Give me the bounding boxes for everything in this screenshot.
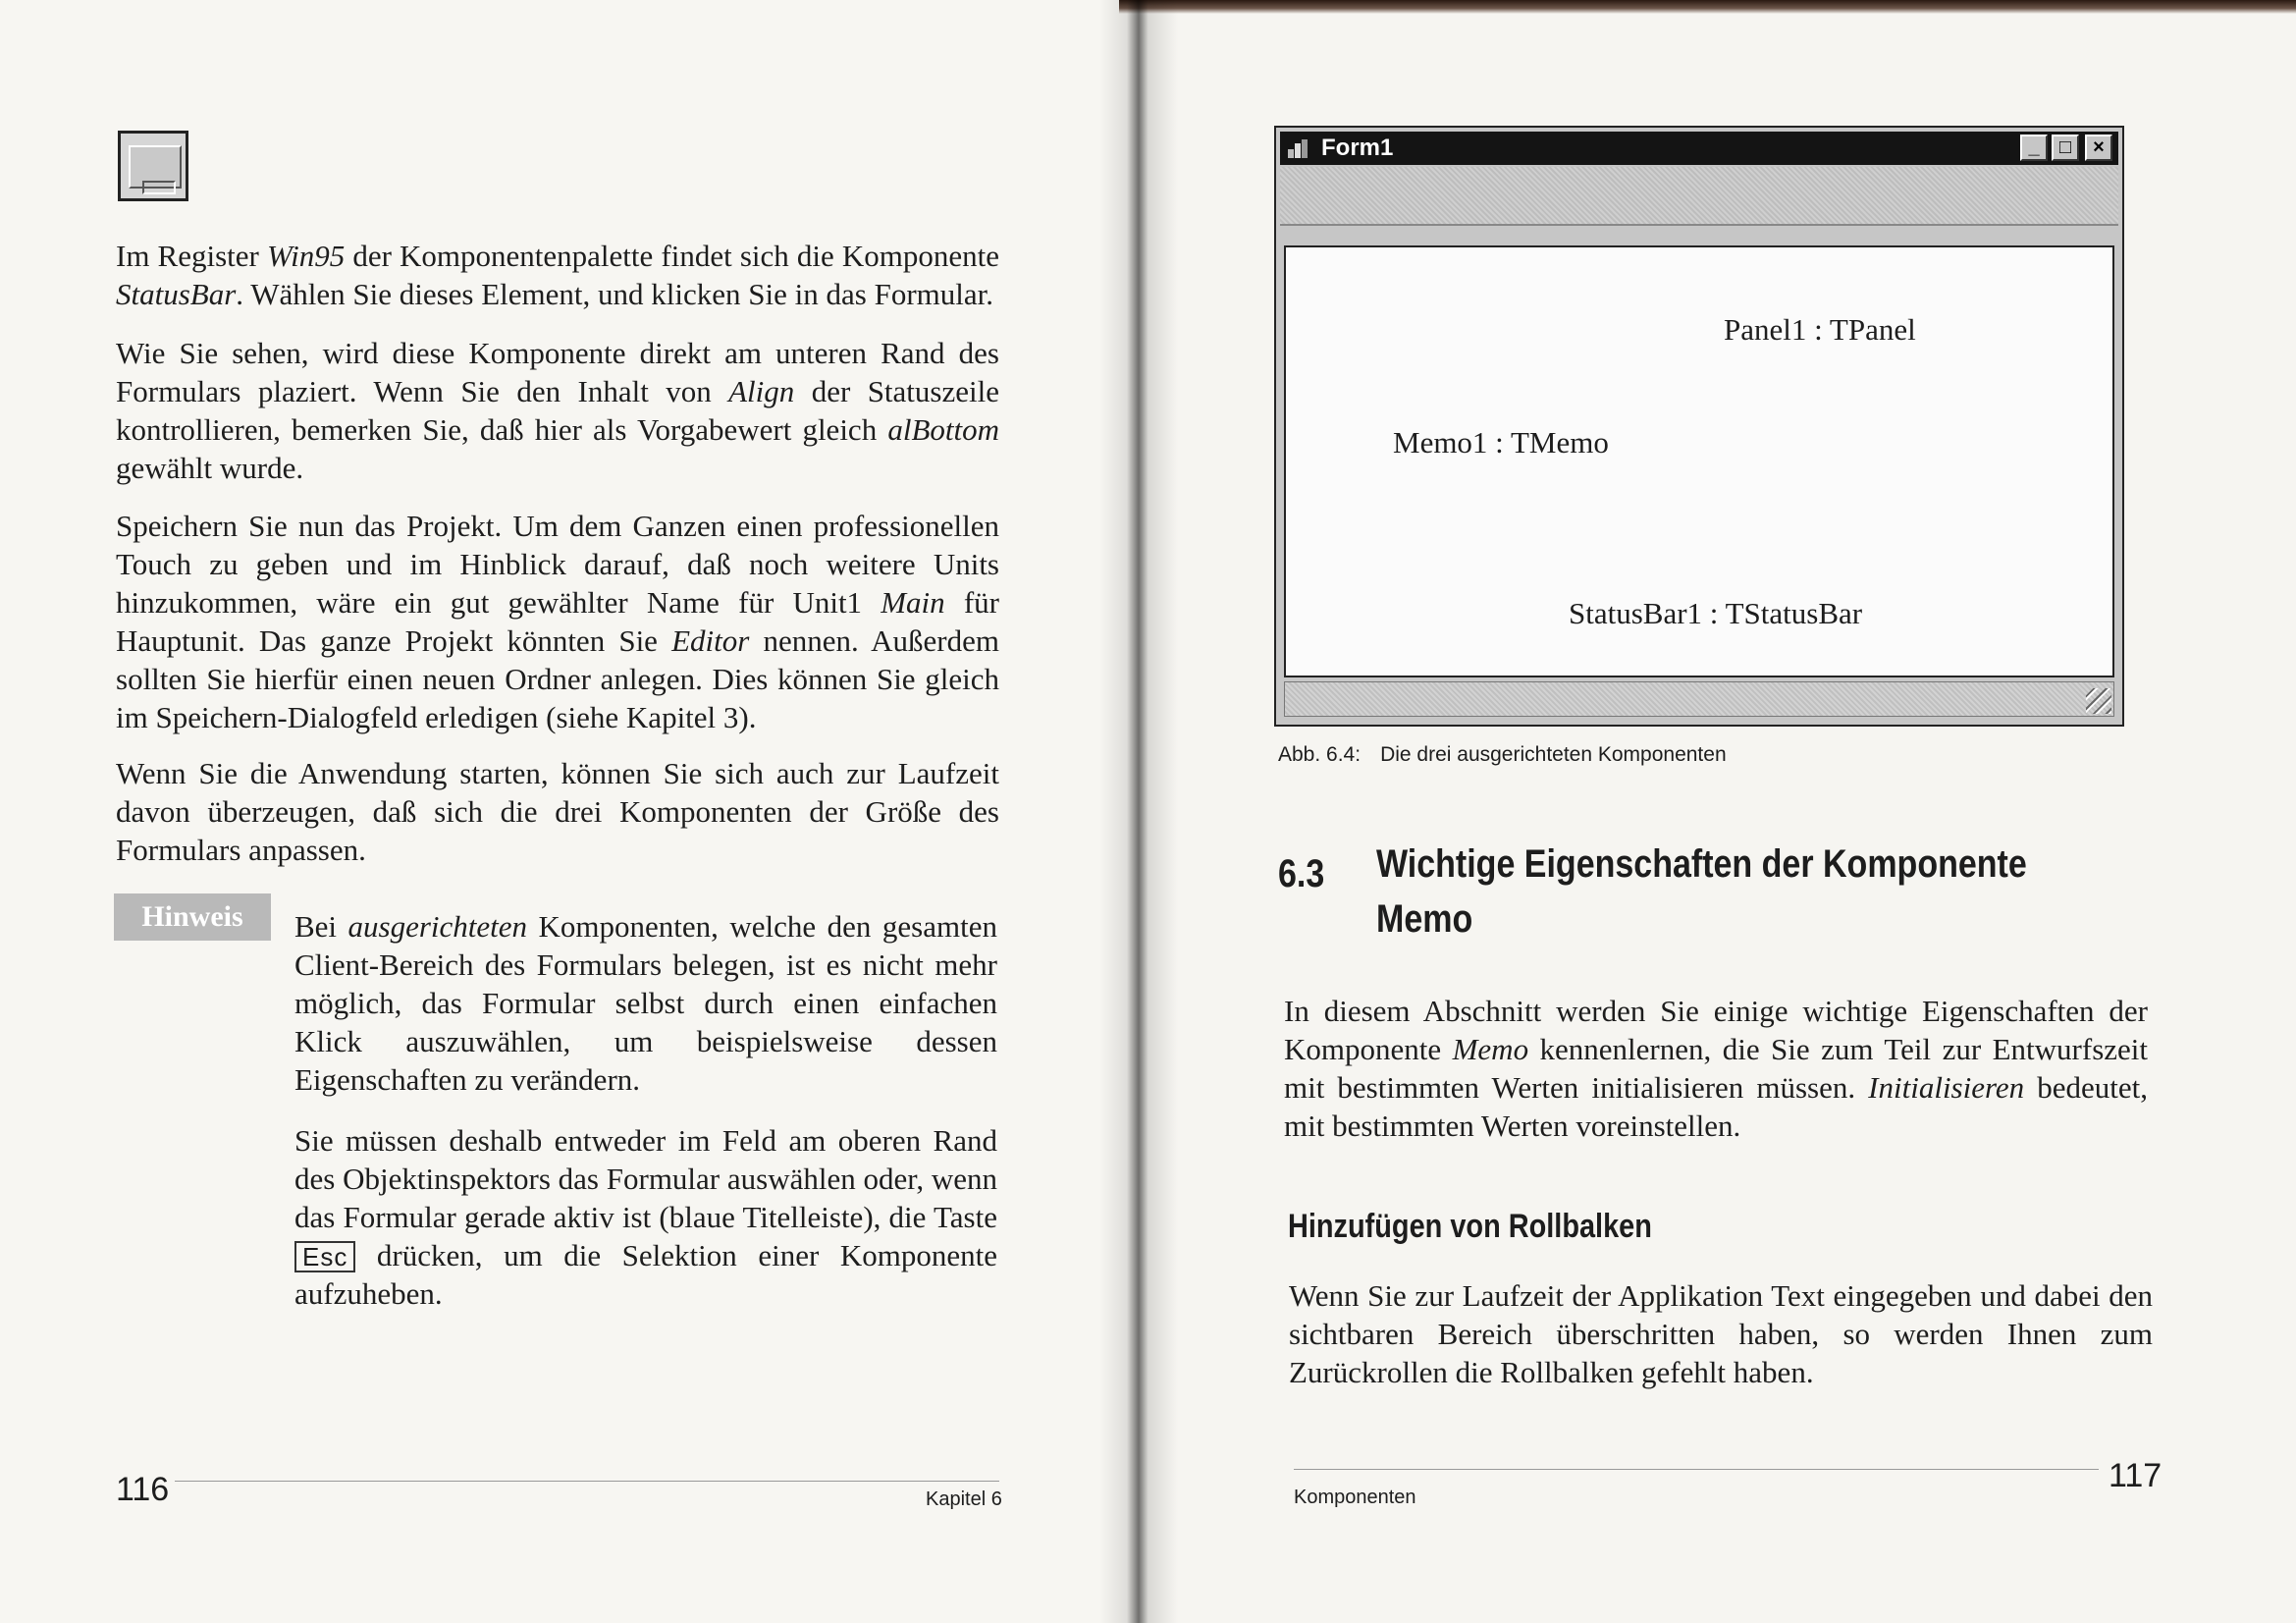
memo-label: Memo1 : TMemo	[1393, 425, 1609, 460]
paragraph-memo-intro: In diesem Abschnitt werden Sie einige wichtige Eigenschaften der Komponente Memo kennenlernen, die Sie zum Teil zur Entwurfszeit mit bestimmten Werten initialisieren müssen. Initialisieren bedeutet, mit bestimmten Werten voreinstellen.	[1284, 994, 2148, 1143]
page-edge-shadow	[1119, 0, 2296, 14]
figure-caption	[1278, 743, 1727, 767]
paragraph-align: Wie Sie sehen, wird diese Komponente direkt am unteren Rand des Formulars plaziert. Wenn Sie den Inhalt von Align der Statuszeile kontrollieren, bemerken Sie, daß hier als Vorgabewert gleich alBottom gewählt wurde.	[116, 336, 999, 485]
close-icon: ×	[2085, 135, 2112, 161]
paragraph-statusbar-intro: Im Register Win95 der Komponentenpalette findet sich die Komponente StatusBar. Wählen Sie dieses Element, und klicken Sie in das Formular.	[116, 239, 999, 311]
paragraph-runtime: Wenn Sie die Anwendung starten, können Sie sich auch zur Laufzeit davon überzeugen, daß sich die drei Komponenten der Größe des Formulars anpassen.	[116, 756, 999, 867]
paragraph-scrollbars: Wenn Sie zur Laufzeit der Applikation Text eingegeben und dabei den sichtbaren Bereich überschritten haben, so werden Ihnen zum Zurückrollen die Rollbalken gefehlt haben.	[1289, 1278, 2153, 1389]
footer-rule-left	[175, 1481, 999, 1482]
hint-paragraph-1: Bei ausgerichteten Komponenten, welche den gesamten Client-Bereich des Formulars belegen, ist es nicht mehr möglich, das Formular selbst durch einen einfachen Klick auszuwählen, um beispielsweise dessen Eigenschaften zu verändern.	[294, 909, 997, 1097]
hint-label: Hinweis	[114, 893, 271, 941]
panel-area	[1280, 167, 2118, 226]
book-gutter	[1099, 0, 1178, 1623]
footer-right: Komponenten	[1294, 1487, 1416, 1508]
size-grip-icon	[2086, 688, 2111, 714]
statusbar-component-icon	[118, 131, 188, 201]
caption-number: Abb. 6.4:	[1278, 743, 1362, 766]
section-number: 6.3	[1278, 852, 1325, 895]
esc-key-icon: Esc	[294, 1241, 355, 1272]
window-title: Form1	[1321, 135, 1394, 161]
section-title: Wichtige Eigenschaften der Komponente Memo	[1376, 842, 2027, 941]
paragraph-save-project: Speichern Sie nun das Projekt. Um dem Ganzen einen professionellen Touch zu geben und im Hinblick darauf, daß noch weitere Units hinzukommen, wäre ein gut gewählter Name für Unit1 Main für Hauptunit. Das ganze Projekt könnten Sie Editor nennen. Außerdem sollten Sie hierfür einen neuen Ordner anlegen. Dies können Sie gleich im Speichern-Dialogfeld erledigen (siehe Kapitel 3).	[116, 509, 999, 734]
subheading-rollbalken: Hinzufügen von Rollbalken	[1288, 1208, 1652, 1245]
form-icon	[1286, 137, 1309, 159]
window-titlebar	[1280, 132, 2118, 165]
footer-rule-right	[1294, 1469, 2099, 1470]
statusbar-area	[1284, 681, 2114, 717]
hint-paragraph-2: Sie müssen deshalb entweder im Feld am oberen Rand des Objektinspektors das Formular auswählen oder, wenn das Formular gerade aktiv ist (blaue Titelleiste), die Taste Esc drücken, um die Selektion einer Komponente aufzuheben.	[294, 1123, 997, 1311]
page-number-left: 116	[116, 1471, 170, 1508]
statusbar-label: StatusBar1 : TStatusBar	[1569, 596, 1863, 630]
caption-text: Die drei ausgerichteten Komponenten	[1380, 743, 1727, 766]
panel-label: Panel1 : TPanel	[1724, 312, 1916, 347]
minimize-icon: _	[2020, 135, 2048, 161]
maximize-icon: □	[2052, 135, 2079, 161]
page-number-right: 117	[2109, 1457, 2163, 1494]
footer-left: Kapitel 6	[926, 1488, 1002, 1510]
